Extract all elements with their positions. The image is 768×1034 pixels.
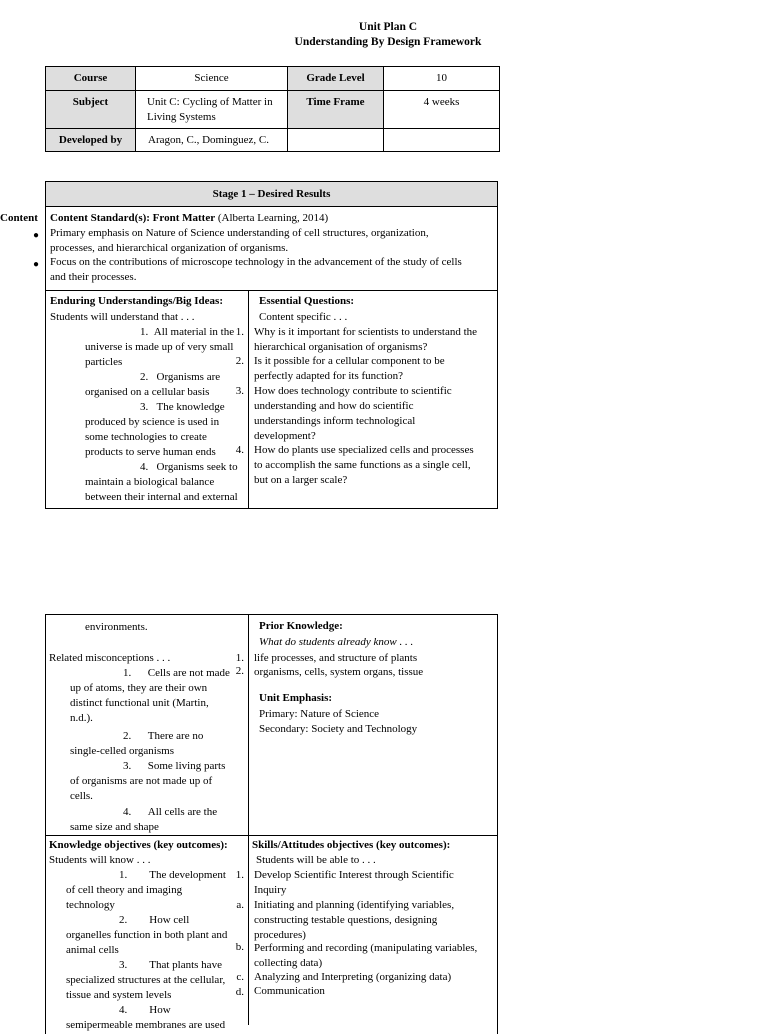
- question-item: [254, 354, 445, 384]
- item-number: 3.: [123, 760, 132, 772]
- question-line: development?: [254, 430, 316, 442]
- skill-item: [254, 868, 454, 898]
- item-number: 4.: [140, 461, 149, 473]
- stage1-heading: Stage 1 – Desired Results: [212, 188, 331, 200]
- skill-item: Analyzing and Interpreting (organizing data): [254, 971, 452, 983]
- prior-knowledge-question: What do students already know . . .: [259, 636, 414, 648]
- stage1-header: [45, 181, 498, 207]
- continued-text: environments.: [85, 621, 148, 633]
- grade-level-label: Grade Level: [288, 67, 384, 91]
- understanding-item: [85, 460, 250, 505]
- bullet-icon: ●: [33, 230, 40, 241]
- question-line: but on a larger scale?: [254, 474, 348, 486]
- bullet-line: processes, and hierarchical organization of organisms.: [50, 242, 289, 254]
- item-number: 2.: [140, 371, 149, 383]
- misconception-item: [70, 666, 250, 729]
- question-line: Why is it important for scientists to understand the: [254, 326, 478, 338]
- question-line: hierarchical organisation of organisms?: [254, 341, 428, 353]
- skills-objectives-heading: Skills/Attitudes objectives (key outcomes):: [252, 839, 451, 851]
- item-line: semipermeable membranes are used: [66, 1019, 226, 1031]
- item-line: n.d.).: [70, 712, 93, 724]
- item-number: 3.: [119, 959, 128, 971]
- item-line: tissue and system levels: [66, 989, 172, 1001]
- document-title: Unit Plan C: [358, 21, 418, 33]
- item-line: up of atoms, they are their own: [70, 682, 208, 694]
- skill-line: Initiating and planning (identifying variables,: [254, 899, 455, 911]
- course-label: Course: [46, 67, 136, 91]
- bullet-item: [50, 255, 462, 285]
- item-line: universe is made up of very small: [85, 341, 234, 353]
- bullet-line: and their processes.: [50, 271, 137, 283]
- knowledge-objectives-heading: Knowledge objectives (key outcomes):: [49, 839, 228, 851]
- time-frame-value: 4 weeks: [384, 91, 500, 129]
- subject-value: [136, 91, 288, 129]
- knowledge-objectives-intro: Students will know . . .: [49, 854, 151, 866]
- item-line: Organisms seek to: [156, 461, 238, 473]
- item-number: 1.: [119, 869, 128, 881]
- skill-number: c.: [236, 971, 244, 983]
- understandings-list: [85, 325, 250, 505]
- item-line: That plants have: [149, 959, 222, 971]
- empty-cell: [288, 129, 384, 152]
- subject-value-line: Living Systems: [147, 111, 216, 123]
- item-line: organised on a cellular basis: [85, 386, 210, 398]
- item-line: All cells are the: [147, 806, 218, 818]
- item-number: 3.: [140, 401, 149, 413]
- item-number: 1.: [140, 326, 149, 338]
- developed-by-label: Developed by: [46, 129, 136, 152]
- knowledge-item: [66, 1003, 250, 1033]
- item-number: 4.: [119, 1004, 128, 1016]
- empty-cell: [384, 129, 500, 152]
- item-line: particles: [85, 356, 123, 368]
- bullet-item: [50, 226, 429, 256]
- subject-value-line: Unit C: Cycling of Matter in: [147, 96, 273, 108]
- skill-item: [254, 898, 454, 943]
- item-line: How: [149, 1004, 171, 1016]
- skill-number: b.: [235, 941, 244, 953]
- skill-line: procedures): [254, 929, 306, 941]
- question-line: to accomplish the same functions as a single cell,: [254, 459, 471, 471]
- item-line: maintain a biological balance: [85, 476, 215, 488]
- item-line: some technologies to create: [85, 431, 207, 443]
- unit-info-table: [45, 66, 500, 152]
- bullet-line: Primary emphasis on Nature of Science understanding of cell structures, organization,: [50, 227, 429, 239]
- misconceptions-intro: Related misconceptions . . .: [49, 652, 171, 664]
- time-frame-label: Time Frame: [288, 91, 384, 129]
- item-line: of cell theory and imaging: [66, 884, 183, 896]
- skill-number: a.: [236, 899, 244, 911]
- course-value: Science: [136, 67, 288, 91]
- content-standard-label: Content Standard(s): Front Matter: [50, 212, 216, 224]
- item-line: Cells are not made: [147, 667, 230, 679]
- bullet-icon: ●: [33, 259, 40, 270]
- item-line: distinct functional unit (Martin,: [70, 697, 209, 709]
- item-line: single-celled organisms: [70, 745, 174, 757]
- item-line: How cell: [149, 914, 190, 926]
- question-line: How do plants use specialized cells and processes: [254, 444, 474, 456]
- misconceptions-list: [70, 666, 250, 835]
- understanding-item: [85, 325, 250, 370]
- grade-level-value: 10: [384, 67, 500, 91]
- skill-line: Performing and recording (manipulating variables,: [254, 942, 478, 954]
- item-number: 1.: [123, 667, 132, 679]
- item-line: organelles function in both plant and: [66, 929, 228, 941]
- skill-item: Communication: [254, 985, 325, 997]
- understanding-item: [85, 370, 250, 400]
- skill-line: constructing testable questions, designing: [254, 914, 438, 926]
- skill-number: d.: [235, 986, 244, 998]
- item-line: The development: [149, 869, 226, 881]
- question-number: 2.: [235, 355, 244, 367]
- knowledge-item: [66, 868, 250, 913]
- content-standard: [50, 211, 328, 226]
- skill-line: Inquiry: [254, 884, 287, 896]
- question-line: Is it possible for a cellular component to be: [254, 355, 445, 367]
- skill-line: Develop Scientific Interest through Scientific: [254, 869, 454, 881]
- essential-questions-intro: Content specific . . .: [259, 311, 348, 323]
- knowledge-item: [66, 958, 250, 1003]
- item-line: Organisms are: [156, 371, 221, 383]
- question-item: [254, 443, 474, 488]
- item-number: 2.: [119, 914, 128, 926]
- misconception-item: [70, 729, 250, 759]
- item-line: cells.: [70, 790, 93, 802]
- question-number: 1.: [235, 326, 244, 338]
- skill-line: collecting data): [254, 957, 323, 969]
- developed-by-value: Aragon, C., Dominguez, C.: [136, 129, 288, 152]
- prior-item: organisms, cells, system organs, tissue: [254, 666, 424, 678]
- subject-label: Subject: [46, 91, 136, 129]
- item-number: 4.: [123, 806, 132, 818]
- item-line: specialized structures at the cellular,: [66, 974, 226, 986]
- prior-knowledge-heading: Prior Knowledge:: [259, 620, 343, 632]
- question-item: [254, 384, 452, 444]
- understandings-intro: Students will understand that . . .: [50, 311, 195, 323]
- knowledge-list: [66, 868, 250, 1033]
- question-line: perfectly adapted for its function?: [254, 370, 404, 382]
- question-number: 4.: [235, 444, 244, 456]
- skill-item: [254, 941, 477, 971]
- unit-emphasis-secondary: Secondary: Society and Technology: [259, 723, 418, 735]
- understandings-heading: Enduring Understandings/Big Ideas:: [50, 295, 223, 307]
- item-line: between their internal and external: [85, 491, 238, 503]
- prior-item: life processes, and structure of plants: [254, 652, 418, 664]
- item-line: The knowledge: [156, 401, 225, 413]
- document-subtitle: Understanding By Design Framework: [294, 36, 482, 48]
- knowledge-item: [66, 913, 250, 958]
- misconception-item: [70, 759, 250, 805]
- misconception-item: [70, 805, 250, 835]
- bullet-line: Focus on the contributions of microscope technology in the advancement of the study of cells: [50, 256, 462, 268]
- prior-number: 1.: [235, 652, 244, 664]
- question-item: [254, 325, 477, 355]
- content-side-label: Content: [0, 212, 38, 224]
- item-line: produced by science is used in: [85, 416, 220, 428]
- item-line: technology: [66, 899, 115, 911]
- unit-emphasis-heading: Unit Emphasis:: [259, 692, 333, 704]
- question-line: understandings inform technological: [254, 415, 416, 427]
- unit-emphasis-primary: Primary: Nature of Science: [259, 708, 380, 720]
- item-number: 2.: [123, 730, 132, 742]
- prior-number: 2.: [235, 665, 244, 677]
- item-line: products to serve human ends: [85, 446, 216, 458]
- question-line: How does technology contribute to scientific: [254, 385, 452, 397]
- item-line: All material in the: [153, 326, 235, 338]
- question-line: understanding and how do scientific: [254, 400, 414, 412]
- skills-objectives-intro: Students will be able to . . .: [256, 854, 376, 866]
- item-line: animal cells: [66, 944, 119, 956]
- content-standard-source: (Alberta Learning, 2014): [215, 212, 329, 224]
- item-line: Some living parts: [147, 760, 226, 772]
- understanding-item: [85, 400, 250, 460]
- item-line: There are no: [147, 730, 204, 742]
- skill-number: 1.: [235, 869, 244, 881]
- essential-questions-heading: Essential Questions:: [259, 295, 355, 307]
- item-line: same size and shape: [70, 821, 159, 833]
- item-line: of organisms are not made up of: [70, 775, 213, 787]
- question-number: 3.: [235, 385, 244, 397]
